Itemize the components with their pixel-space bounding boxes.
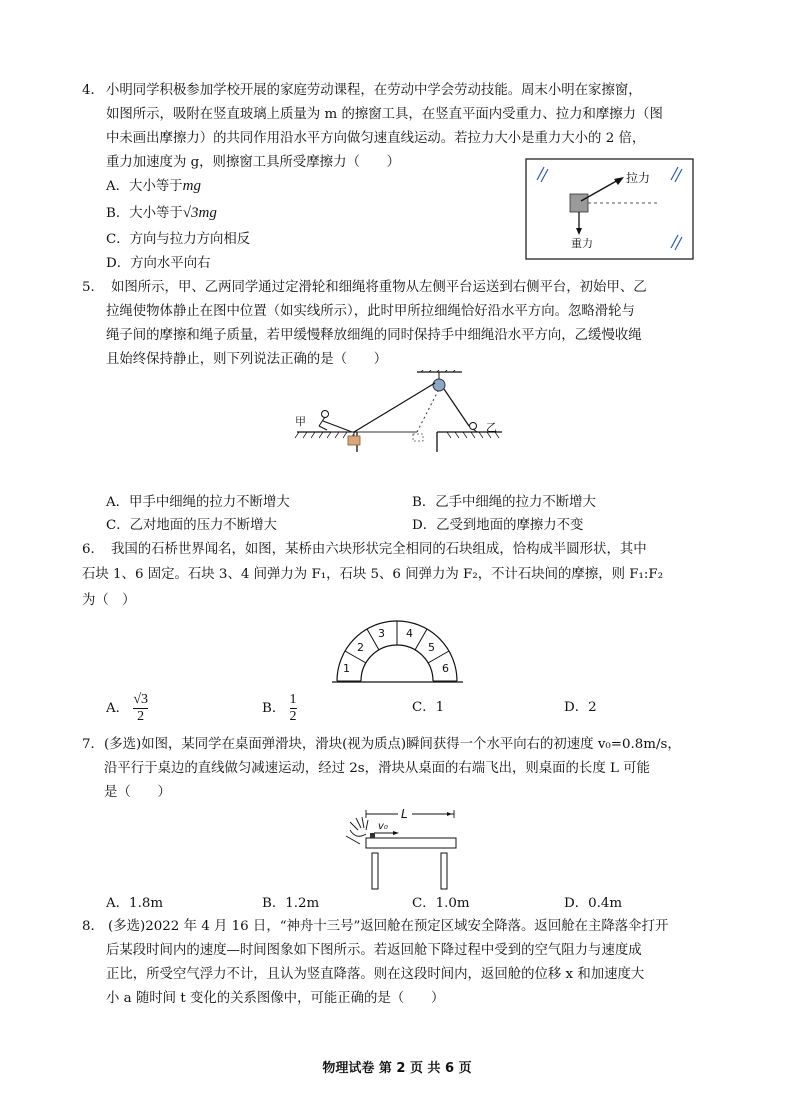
q5-option-c[interactable]: C．乙对地面的压力不断增大 <box>106 518 277 533</box>
window-frame <box>526 159 693 259</box>
q6-option-a-fraction: $\frac{√3}{2}$ <box>133 692 149 724</box>
q7-option-d[interactable]: D．0.4m <box>564 896 623 911</box>
hand-icon <box>346 817 368 844</box>
q7-line-2: 沿平行于桌边的直线做匀减速运动，经过 2s，滑块从桌面的右端飞出，则桌面的长度 L 可能 <box>104 761 650 776</box>
gravity-label: 重力 <box>571 237 593 250</box>
cleaning-tool <box>570 194 588 212</box>
q7-line-1: (多选)如图，某同学在桌面弹滑块，滑块(视为质点)瞬间获得一个水平向右的初速度 v₀=0.8m/s， <box>104 737 681 752</box>
q6-option-d[interactable]: D．2 <box>564 700 597 715</box>
stone-2: 2 <box>357 641 364 654</box>
pull-force-arrow <box>581 179 620 201</box>
q5-number: 5． <box>82 280 104 295</box>
page-footer: 物理试卷 第 2 页 共 6 页 <box>322 1061 472 1076</box>
q4-option-a-prefix: A．大小等于 <box>106 179 183 194</box>
q8-line-4: 小 a 随时间 t 变化的关系图像中，可能正确的是（ ） <box>106 991 445 1006</box>
table-top <box>366 838 456 848</box>
pulley <box>433 379 445 391</box>
stone-3: 3 <box>378 627 385 640</box>
q6-line-2: 石块 1、6 固定。石块 3、4 间弹力为 F₁，石块 5、6 间弹力为 F₂，不计石块间的摩擦，则 F₁:F₂ <box>82 567 664 582</box>
q5-option-a[interactable]: A．甲手中细绳的拉力不断增大 <box>106 495 290 510</box>
q7-option-c[interactable]: C．1.0m <box>412 896 470 911</box>
q4-line-4: 重力加速度为 g，则擦窗工具所受摩擦力（ ） <box>106 155 401 170</box>
person-yi <box>470 423 478 433</box>
rope-right <box>444 389 469 426</box>
person-jia <box>319 411 331 431</box>
q6-option-a-label: A． <box>106 701 130 716</box>
person-jia-label: 甲 <box>295 415 306 428</box>
q7-option-a[interactable]: A．1.8m <box>106 896 164 911</box>
q4-line-3: 中未画出摩擦力）的共同作用沿水平方向做匀速直线运动。若拉力大小是重力大小的 2 倍， <box>106 131 646 146</box>
q6-line-3: 为（ ） <box>82 593 136 608</box>
q4-option-a[interactable] <box>106 177 201 196</box>
q4-line-2: 如图所示，吸附在竖直玻璃上质量为 m 的擦窗工具，在竖直平面内受重力、拉力和摩擦力（图 <box>106 107 663 122</box>
q6-arch-figure <box>330 615 465 685</box>
stone-4: 4 <box>406 627 413 640</box>
q5-option-b[interactable]: B．乙手中细绳的拉力不断增大 <box>412 495 596 510</box>
q5-pulley-figure <box>287 370 517 460</box>
q5-line-1: 如图所示，甲、乙两同学通过定滑轮和细绳将重物从左侧平台运送到右侧平台，初始甲、乙 <box>111 280 647 295</box>
q6-option-b[interactable] <box>262 692 297 725</box>
stone-5: 5 <box>428 641 435 654</box>
q5-line-4: 且始终保持静止，则下列说法正确的是（ ） <box>106 352 388 367</box>
q4-option-b[interactable] <box>106 204 217 223</box>
q7-line-3: 是（ ） <box>104 785 171 800</box>
q5-line-3: 绳子间的摩擦和绳子质量，若甲缓慢释放细绳的同时保持手中细绳沿水平方向，乙缓慢收绳 <box>106 328 642 343</box>
q4-option-c[interactable]: C．方向与拉力方向相反 <box>106 232 251 247</box>
weight <box>348 436 360 445</box>
arch-inner <box>361 645 433 681</box>
length-label: L <box>401 807 408 821</box>
q4-window-figure <box>525 158 695 261</box>
person-yi-label: 乙 <box>486 421 497 434</box>
pull-label: 拉力 <box>626 171 651 185</box>
q7-number: 7． <box>82 737 104 752</box>
stone-1: 1 <box>343 662 350 675</box>
q6-option-b-fraction: $\frac{1}{2}$ <box>289 692 297 724</box>
q8-line-2: 后某段时间内的速度—时间图象如下图所示。若返回舱下降过程中受到的空气阻力与速度成 <box>106 943 642 958</box>
rope-left <box>354 383 435 432</box>
q8-number: 8． <box>82 919 104 934</box>
q5-option-d[interactable]: D．乙受到地面的摩擦力不变 <box>412 518 584 533</box>
q6-line-1: 我国的石桥世界闻名，如图，某桥由六块形状完全相同的石块组成，恰构成半圆形状，其中 <box>111 542 647 557</box>
q4-option-d[interactable]: D．方向水平向右 <box>106 256 211 271</box>
q4-line-1: 小明同学积极参加学校开展的家庭劳动课程，在劳动中学会劳动技能。周末小明在家擦窗， <box>106 83 642 98</box>
q4-option-a-math: mg <box>182 178 201 194</box>
q6-option-b-label: B． <box>262 701 286 716</box>
q8-line-3: 正比，所受空气浮力不计，且认为竖直降落。则在这段时间内，返回舱的位移 x 和加速度大 <box>106 967 645 982</box>
q7-table-figure <box>336 800 466 890</box>
q6-option-c[interactable]: C．1 <box>412 700 445 715</box>
q7-option-b[interactable]: B．1.2m <box>262 896 320 911</box>
q4-option-b-math: √3mg <box>182 205 217 221</box>
slider <box>370 833 375 838</box>
velocity-label: v₀ <box>378 821 388 832</box>
q5-line-2: 拉绳使物体静止在图中位置（如实线所示），此时甲所拉细绳恰好沿水平方向。忽略滑轮与 <box>106 304 635 319</box>
q4-option-b-prefix: B．大小等于 <box>106 206 183 221</box>
q6-option-a[interactable] <box>106 692 148 725</box>
q6-number: 6． <box>82 542 104 557</box>
q8-line-1: (多选)2022 年 4 月 16 日，“神舟十三号”返回舱在预定区域安全降落。返回舱在主降落伞打开 <box>108 919 669 934</box>
q4-number: 4． <box>82 83 104 98</box>
stone-6: 6 <box>442 662 449 675</box>
